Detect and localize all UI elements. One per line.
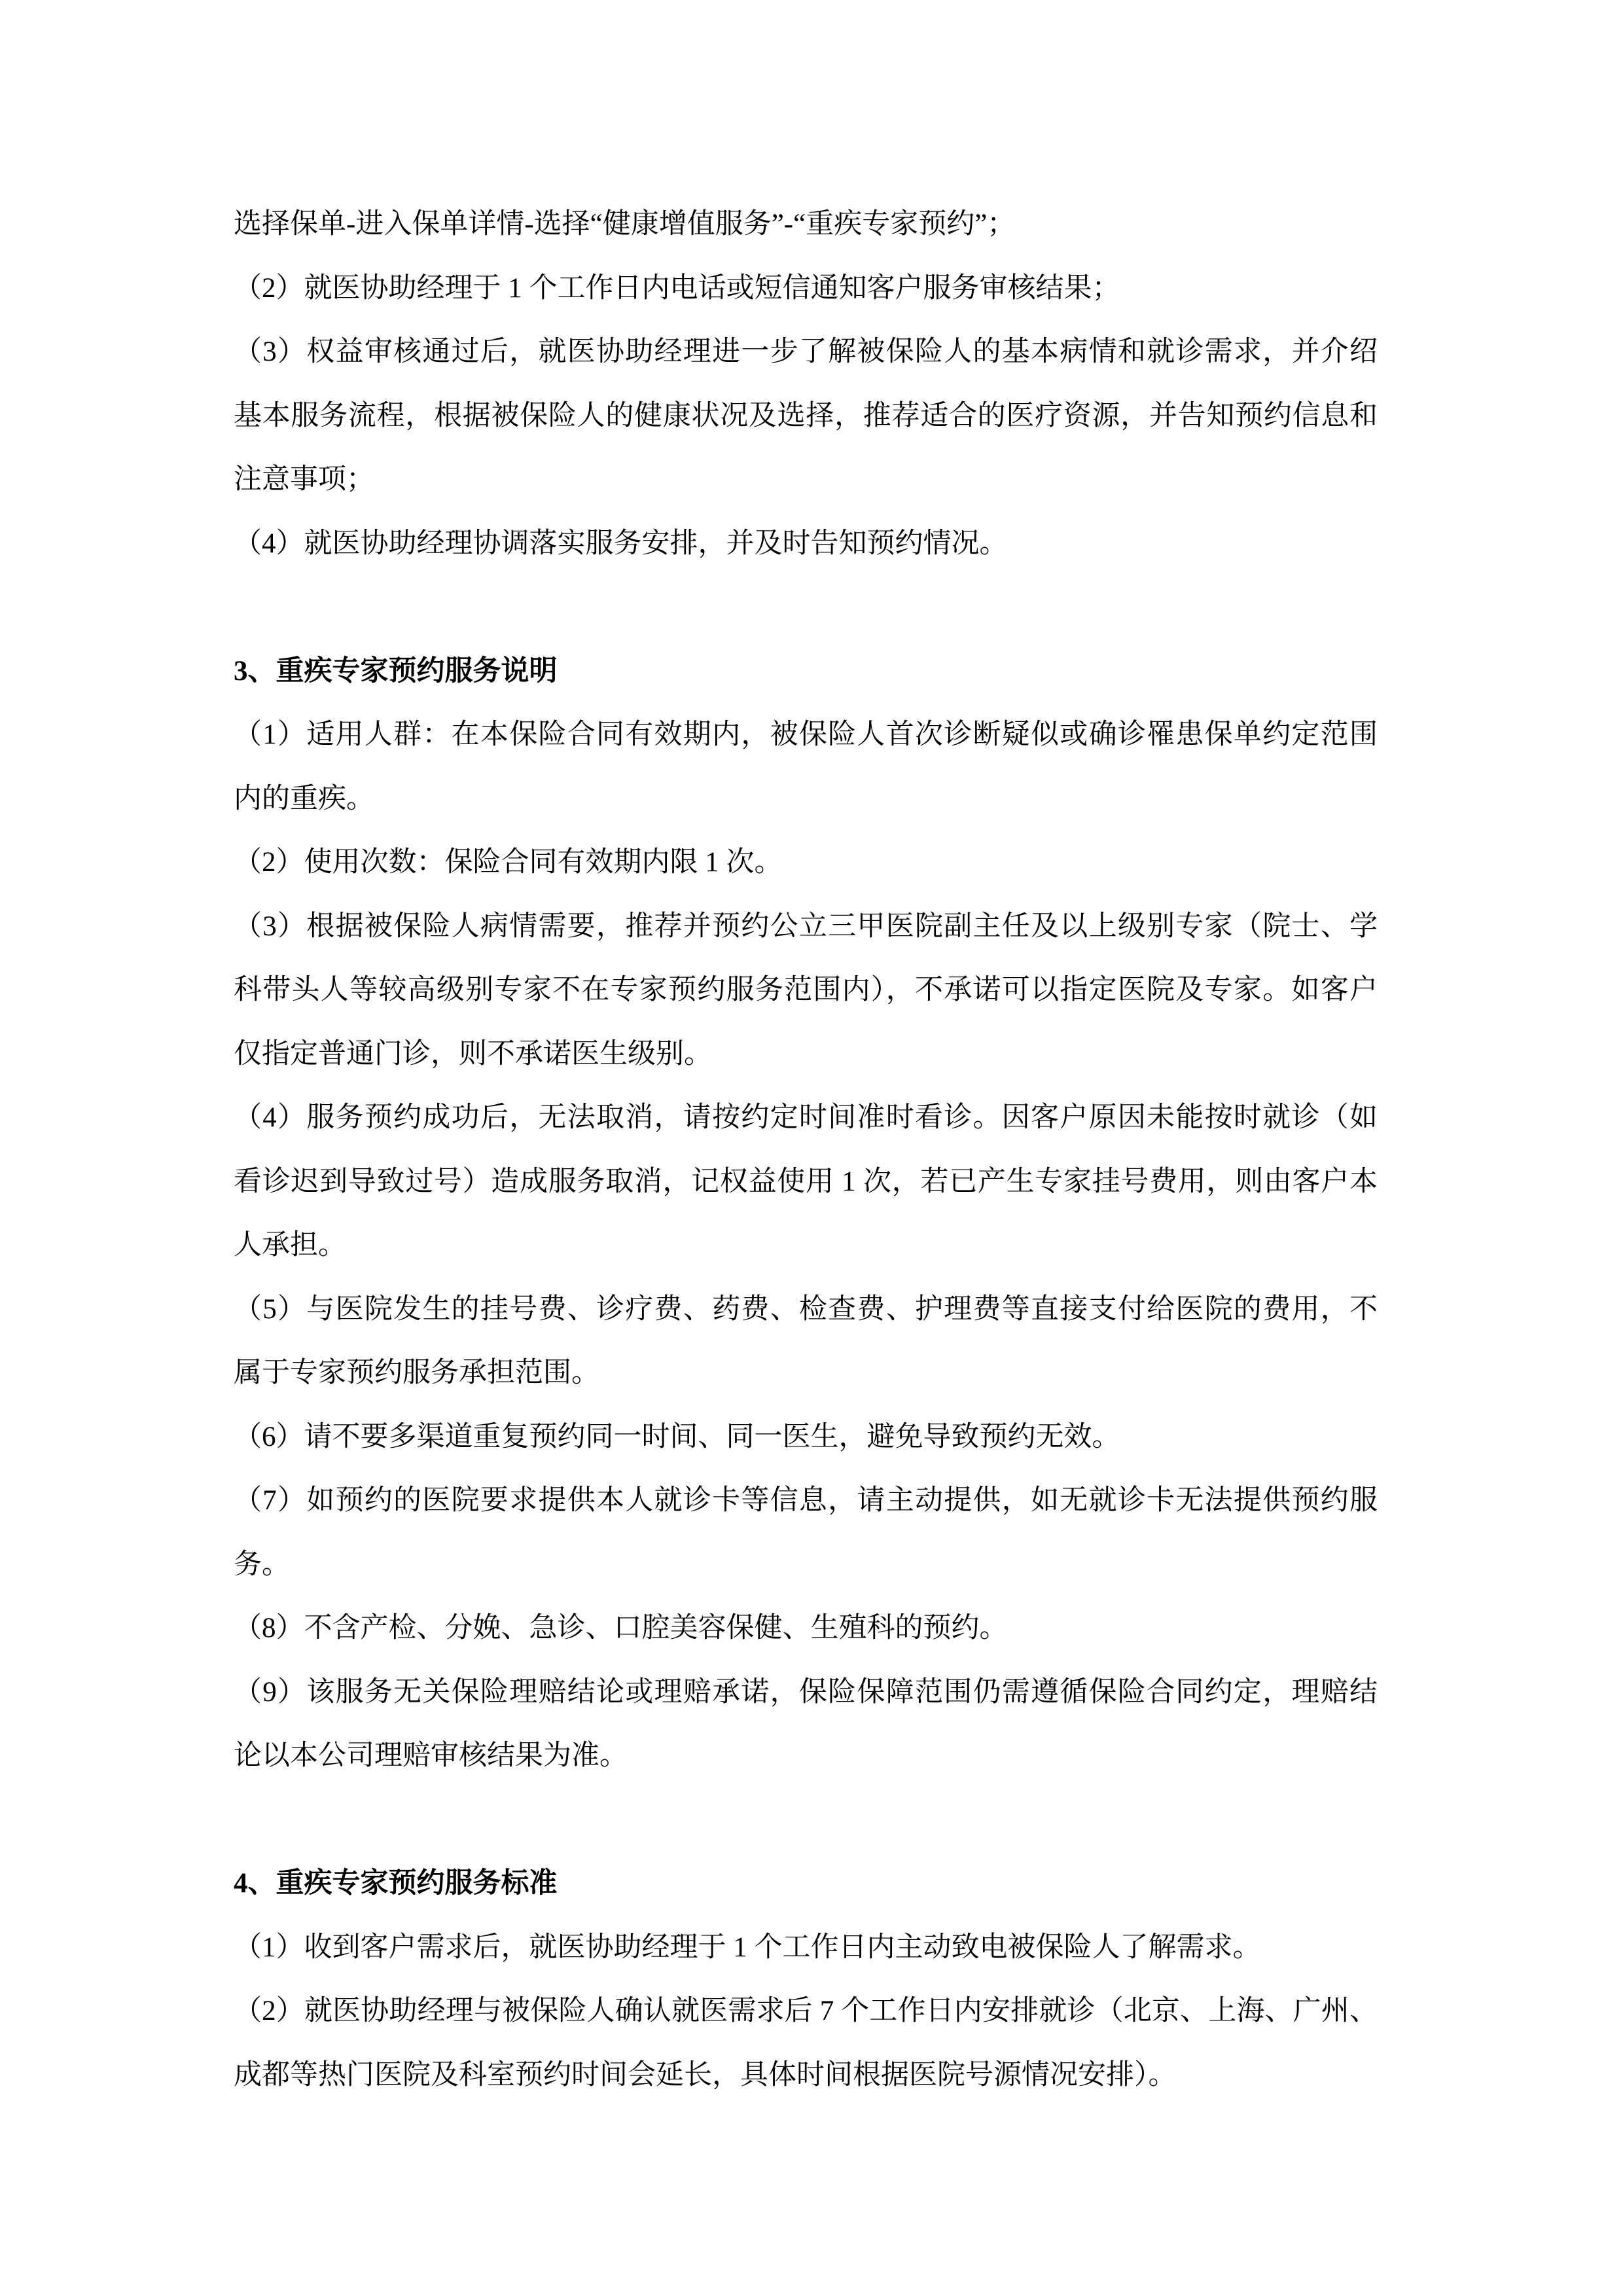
text-line: 内的重疾。 xyxy=(234,783,374,814)
text-line: （6）请不要多渠道重复预约同一时间、同一医生，避免导致预约无效。 xyxy=(234,1421,1120,1452)
text-line: （3）根据被保险人病情需要，推荐并预约公立三甲医院副主任及以上级别专家（院士、学 xyxy=(234,910,1378,942)
text-line: 仅指定普通门诊，则不承诺医生级别。 xyxy=(234,1038,712,1069)
text-block xyxy=(234,192,1378,2107)
text-line: （2）就医协助经理与被保险人确认就医需求后 7 个工作日内安排就诊（北京、上海、广州、 xyxy=(234,1996,1378,2026)
text-line: （8）不含产检、分娩、急诊、口腔美容保健、生殖科的预约。 xyxy=(234,1613,1008,1643)
text-line: 成都等热门医院及科室预约时间会延长，具体时间根据医院号源情况安排）。 xyxy=(234,2059,1177,2090)
text-line: 科带头人等较高级别专家不在专家预约服务范围内），不承诺可以指定医院及专家。如客户 xyxy=(234,975,1378,1005)
text-line: 论以本公司理赔审核结果为准。 xyxy=(234,1740,628,1771)
text-line: （7）如预约的医院要求提供本人就诊卡等信息，请主动提供，如无就诊卡无法提供预约服 xyxy=(234,1485,1378,1516)
text-line: （1）收到客户需求后，就医协助经理于 1 个工作日内主动致电被保险人了解需求。 xyxy=(234,1931,1261,1963)
text-line: （1）适用人群：在本保险合同有效期内，被保险人首次诊断疑似或确诊罹患保单约定范围 xyxy=(234,719,1378,750)
blank-line xyxy=(234,1788,1378,1852)
text-line: 选择保单-进入保单详情-选择“健康增值服务”-“重疾专家预约”； xyxy=(234,209,1016,240)
text-line: （5）与医院发生的挂号费、诊疗费、药费、检查费、护理费等直接支付给医院的费用，不 xyxy=(234,1293,1378,1325)
section-3-heading: 3、重疾专家预约服务说明 xyxy=(234,655,558,687)
text-line: （4）服务预约成功后，无法取消，请按约定时间准时看诊。因客户原因未能按时就诊（如 xyxy=(234,1102,1378,1133)
text-line: 注意事项； xyxy=(234,464,374,495)
text-line: 人承担。 xyxy=(234,1230,346,1261)
blank-line xyxy=(234,575,1378,639)
text-line: （3）权益审核通过后，就医协助经理进一步了解被保险人的基本病情和就诊需求，并介绍 xyxy=(234,336,1378,367)
text-line: 看诊迟到导致过号）造成服务取消，记权益使用 1 次，若已产生专家挂号费用，则由客户本 xyxy=(234,1166,1378,1197)
text-line: 基本服务流程，根据被保险人的健康状况及选择，推荐适合的医疗资源，并告知预约信息和 xyxy=(234,400,1378,431)
text-line: （4）就医协助经理协调落实服务安排，并及时告知预约情况。 xyxy=(234,528,1008,559)
text-line: 属于专家预约服务承担范围。 xyxy=(234,1357,599,1388)
text-line: 务。 xyxy=(234,1549,290,1580)
text-line: （2）使用次数：保险合同有效期内限 1 次。 xyxy=(234,847,783,878)
text-line: （2）就医协助经理于 1 个工作日内电话或短信通知客户服务审核结果； xyxy=(234,272,1120,304)
text-line: （9）该服务无关保险理赔结论或理赔承诺，保险保障范围仍需遵循保险合同约定，理赔结 xyxy=(234,1676,1378,1708)
section-4-heading: 4、重疾专家预约服务标准 xyxy=(234,1868,558,1899)
